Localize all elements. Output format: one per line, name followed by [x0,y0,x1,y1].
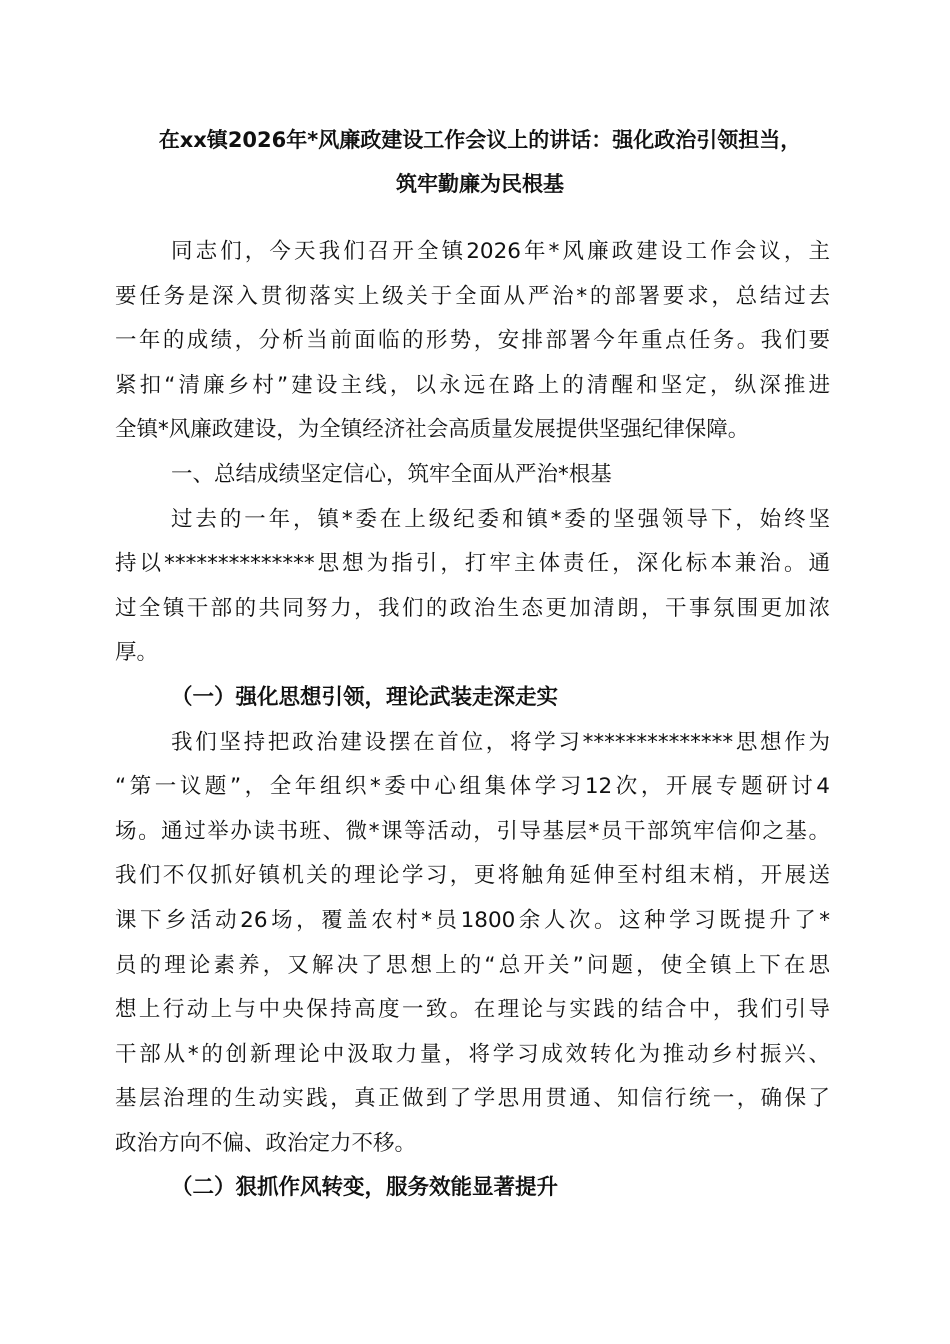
text-line: 员的理论素养，又解决了思想上的“总开关”问题，使全镇上下在思 [115,952,830,978]
text-line: 同志们，今天我们召开全镇2026年*风廉政建设工作会议，主 [171,239,830,264]
document-title-line-2: 筑牢勤廉为民根基 [396,172,564,196]
text-line: 一年的成绩，分析当前面临的形势，安排部署今年重点任务。我们要 [115,328,830,354]
text-line: 过去的一年，镇*委在上级纪委和镇*委的坚强领导下，始终坚 [171,506,830,532]
text-line: “第一议题”，全年组织*委中心组集体学习12次，开展专题研讨4 [115,774,830,800]
paragraph [115,498,830,676]
text-line: 过全镇干部的共同努力，我们的政治生态更加清朗，干事氛围更加浓 [115,595,830,621]
document-body [115,230,830,1211]
text-line: 持以**************思想为指引，打牢主体责任，深化标本兼治。通 [115,551,830,577]
text-line: 政治方向不偏、政治定力不移。 [115,1130,417,1156]
text-line: 课下乡活动26场，覆盖农村*员1800余人次。这种学习既提升了* [115,907,830,933]
text-line: 干部从*的创新理论中汲取力量，将学习成效转化为推动乡村振兴、 [115,1041,830,1067]
section-heading [115,453,830,498]
text-line: （二）狠抓作风转变，服务效能显著提升 [171,1175,559,1201]
text-line: 基层治理的生动实践，真正做到了学思用贯通、知信行统一，确保了 [115,1086,830,1112]
text-line: 我们不仅抓好镇机关的理论学习，更将触角延伸至村组末梢，开展送 [115,863,830,889]
text-line: 一、总结成绩坚定信心，筑牢全面从严治*根基 [171,461,612,487]
text-line: （一）强化思想引领，理论武装走深走实 [171,684,559,710]
subsection-heading [115,676,830,721]
text-line: 我们坚持把政治建设摆在首位，将学习**************思想作为 [171,729,830,755]
text-line: 想上行动上与中央保持高度一致。在理论与实践的结合中，我们引导 [115,997,830,1023]
paragraph [115,721,830,1167]
text-line: 场。通过举办读书班、微*课等活动，引导基层*员干部筑牢信仰之基。 [115,818,830,844]
text-line: 紧扣“清廉乡村”建设主线，以永远在路上的清醒和坚定，纵深推进 [115,372,830,398]
text-line: 全镇*风廉政建设，为全镇经济社会高质量发展提供坚强纪律保障。 [115,417,750,443]
text-line: 厚。 [115,640,159,666]
document-title-line-1: 在xx镇2026年*风廉政建设工作会议上的讲话：强化政治引领担当， [158,128,802,152]
paragraph [115,230,830,453]
subsection-heading [115,1166,830,1211]
text-line: 要任务是深入贯彻落实上级关于全面从严治*的部署要求，总结过去 [115,283,830,309]
